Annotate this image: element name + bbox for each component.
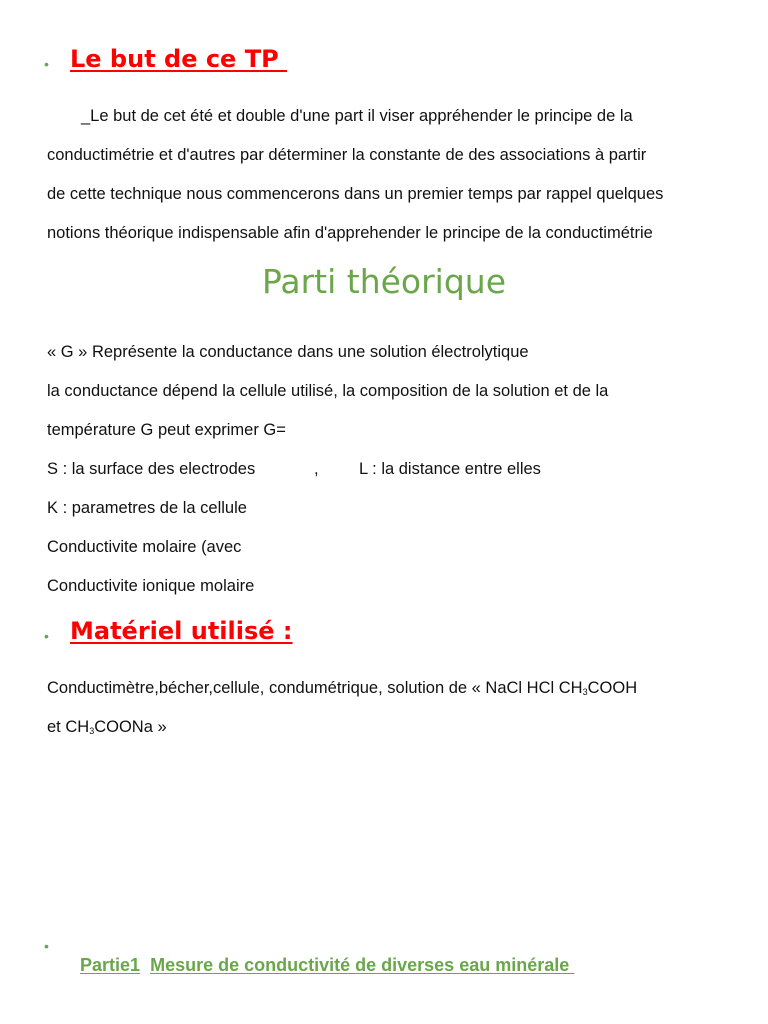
paragraph-line: de cette technique nous commencerons dans un premier temps par rappel quelques xyxy=(47,185,664,203)
heading-partie1 xyxy=(70,932,574,976)
part-label: Partie1 xyxy=(80,955,141,975)
paragraph-line: _Le but de cet été et double d'une part il viser appréhender le principe de la xyxy=(81,107,633,125)
bullet-icon: • xyxy=(44,628,49,644)
materials-text: et CH xyxy=(47,718,90,736)
surface-definition: S : la surface des electrodes xyxy=(47,460,256,478)
distance-definition: L : la distance entre elles xyxy=(359,460,541,478)
materials-text: COONa » xyxy=(94,718,167,736)
part-title: Mesure de conductivité de diverses eau minérale xyxy=(150,955,575,975)
paragraph-line: « G » Représente la conductance dans une solution électrolytique xyxy=(47,343,529,361)
bullet-icon: • xyxy=(44,56,49,72)
paragraph-line: Conductivite ionique molaire xyxy=(47,577,255,595)
materials-line xyxy=(47,717,167,741)
materials-text: Conductimètre,bécher,cellule, condumétrique, solution de « NaCl HCl CH xyxy=(47,679,583,697)
paragraph-line: la conductance dépend la cellule utilisé, la composition de la solution et de la xyxy=(47,382,609,400)
subscript-3: 3 xyxy=(582,687,588,697)
subscript-3: 3 xyxy=(89,726,95,736)
materials-line xyxy=(47,678,637,702)
heading-but-tp: Le but de ce TP xyxy=(70,45,288,73)
paragraph-line: notions théorique indispensable afin d'apprehender le principe de la conductimétrie xyxy=(47,224,653,242)
section-title-theorique: Parti théorique xyxy=(261,262,507,301)
materials-text: COOH xyxy=(587,679,638,697)
paragraph-line: Conductivite molaire (avec xyxy=(47,538,242,556)
paragraph-line: conductimétrie et d'autres par déterminer la constante de des associations à partir xyxy=(47,146,647,164)
comma-separator: , xyxy=(314,460,319,478)
paragraph-line: température G peut exprimer G= xyxy=(47,421,286,439)
paragraph-line: K : parametres de la cellule xyxy=(47,499,247,517)
bullet-icon: • xyxy=(44,938,49,954)
heading-materiel: Matériel utilisé : xyxy=(70,617,293,645)
